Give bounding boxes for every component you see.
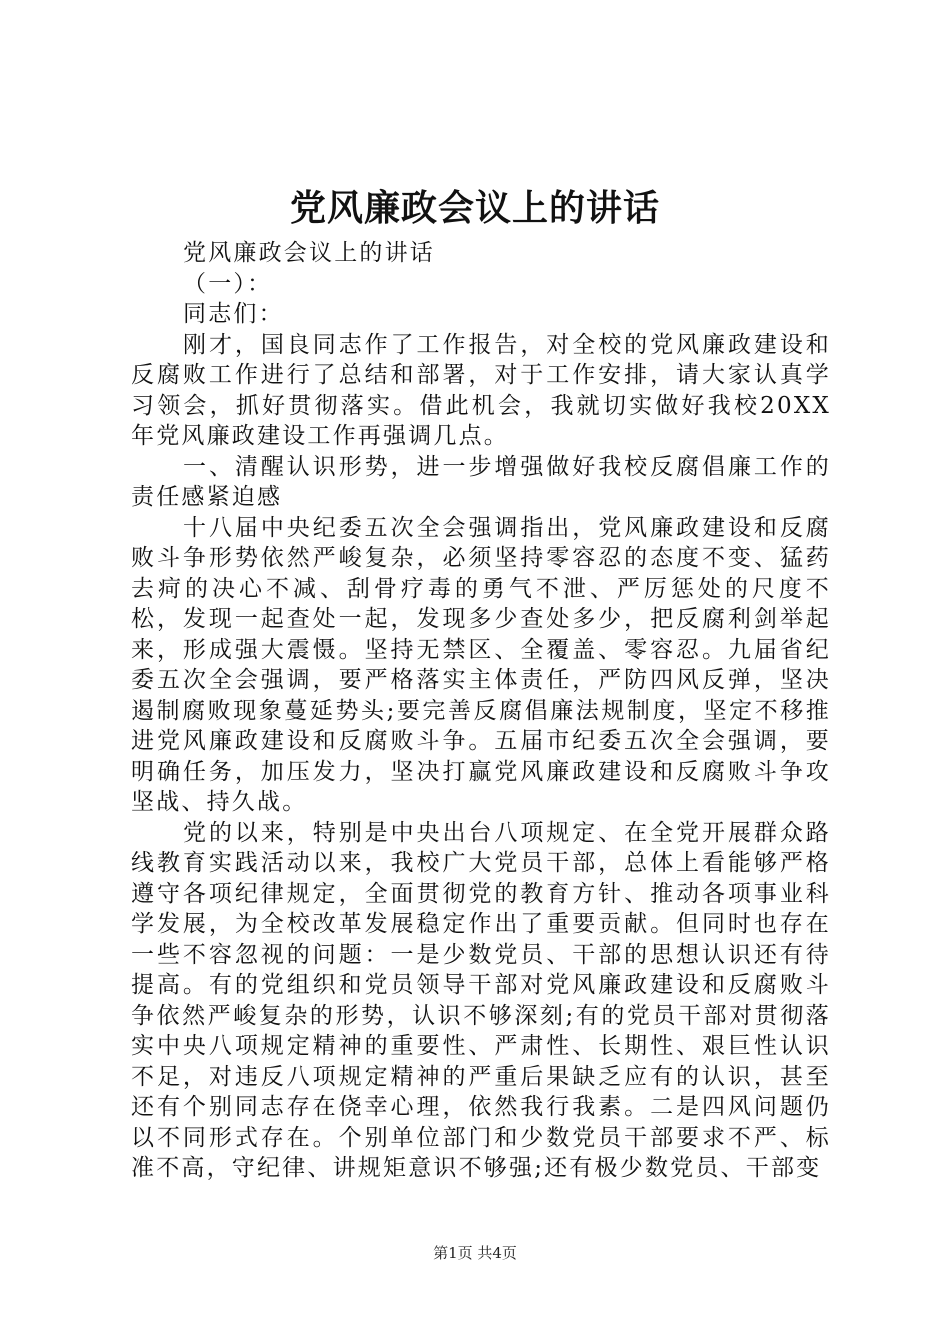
paragraph-body: 党的以来，特别是中央出台八项规定、在全党开展群众路线教育实践活动以来，我校广大党员干部，总体上看能够严格遵守各项纪律规定，全面贯彻党的教育方针、推动各项事业科学发展，为全校改革发展稳定作出了重要贡献。但同时也存在一些不容忽视的问题：一是少数党员、干部的思想认识还有待提高。有的党组织和党员领导干部对党风廉政建设和反腐败斗争依然严峻复杂的形势，认识不够深刻;有的党员干部对贯彻落实中央八项规定精神的重要性、严肃性、长期性、艰巨性认识不足，对违反八项规定精神的严重后果缺乏应有的认识，甚至还有个别同志存在侥幸心理，依然我行我素。二是四风问题仍以不同形式存在。个别单位部门和少数党员干部要求不严、标准不高，守纪律、讲规矩意识不够强;还有极少数党员、干部变: [131, 819, 831, 1181]
paragraph-section-number: （一）：: [183, 270, 273, 297]
document-title: 党风廉政会议上的讲话: [289, 187, 660, 229]
paragraph-opening: 刚才，国良同志作了工作报告，对全校的党风廉政建设和反腐败工作进行了总结和部署，对于工作安排，请大家认真学习领会，抓好贯彻落实。借此机会，我就切实做好我校20XX年党风廉政建设工作再强调几点。: [131, 331, 831, 449]
document-body: [131, 238, 831, 1184]
page-number-footer: 第1页 共4页: [433, 1244, 517, 1262]
paragraph-body: 十八届中央纪委五次全会强调指出，党风廉政建设和反腐败斗争形势依然严峻复杂，必须坚持零容忍的态度不变、猛药去疴的决心不减、刮骨疗毒的勇气不泄、严厉惩处的尺度不松，发现一起查处一起，发现多少查处多少，把反腐利剑举起来，形成强大震慑。坚持无禁区、全覆盖、零容忍。九届省纪委五次全会强调，要严格落实主体责任，严防四风反弹，坚决遏制腐败现象蔓延势头;要完善反腐倡廉法规制度，坚定不移推进党风廉政建设和反腐败斗争。五届市纪委五次全会强调，要明确任务，加压发力，坚决打赢党风廉政建设和反腐败斗争攻坚战、持久战。: [131, 514, 831, 815]
paragraph-salutation: 同志们：: [183, 301, 284, 327]
paragraph-heading-one: 一、清醒认识形势，进一步增强做好我校反腐倡廉工作的责任感紧迫感: [131, 453, 831, 510]
paragraph-subtitle: 党风廉政会议上的讲话: [183, 240, 435, 266]
